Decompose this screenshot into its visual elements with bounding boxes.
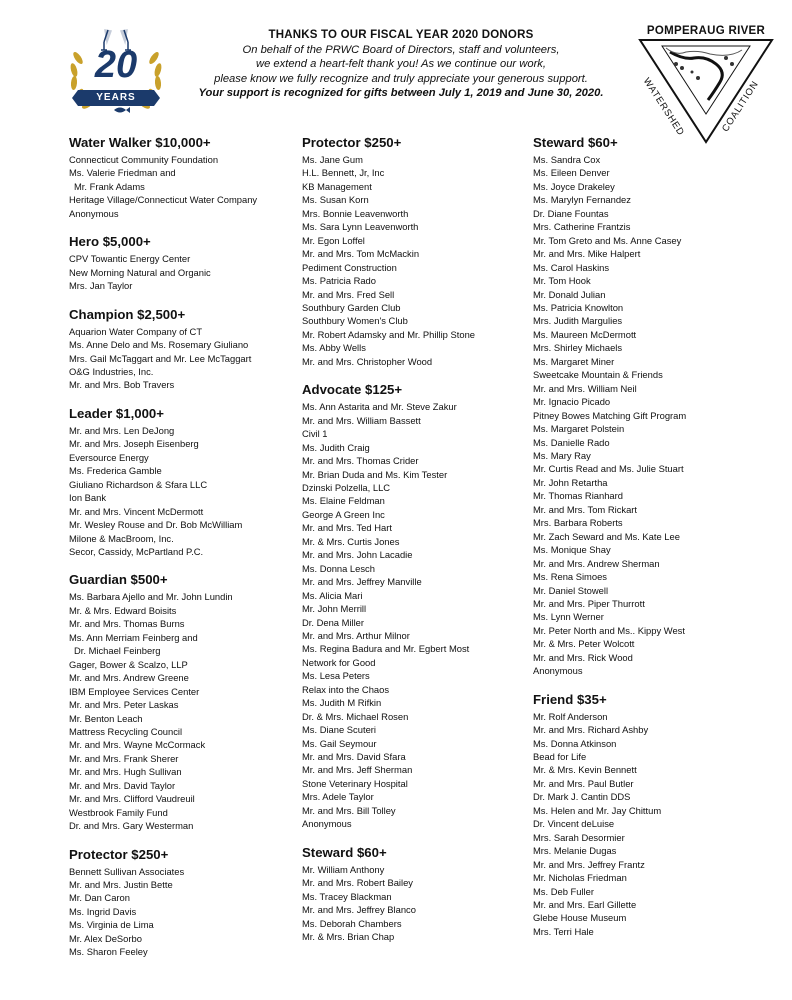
donor-entry: Ms. Elaine Feldman xyxy=(302,495,385,507)
donor-entry: O&G Industries, Inc. xyxy=(69,365,154,377)
donor-entry: Mr. and Mrs. Paul Butler xyxy=(533,777,634,789)
section-title: Steward $60+ xyxy=(302,844,387,860)
donor-entry: CPV Towantic Energy Center xyxy=(69,253,191,265)
donor-entry: Dr. Dena Miller xyxy=(302,616,364,628)
donor-entry: Ms. Regina Badura and Mr. Egbert Most xyxy=(302,643,470,655)
donor-entry: Mrs. Adele Taylor xyxy=(302,791,374,803)
donor-entry: Bead for Life xyxy=(533,751,587,763)
donor-entry: Anonymous xyxy=(69,207,119,219)
donor-entry: Mr. and Mrs. Jeff Sherman xyxy=(302,764,413,776)
donor-entry: Secor, Cassidy, McPartland P.C. xyxy=(69,545,204,557)
donor-entry: Bennett Sullivan Associates xyxy=(69,865,185,877)
donor-entry: Ms. Maureen McDermott xyxy=(533,328,637,340)
donor-entry: Anonymous xyxy=(302,818,352,830)
donor-entry: Mr. and Mrs. Andrew Sherman xyxy=(533,557,660,569)
donor-entry: Southbury Women's Club xyxy=(302,315,408,327)
donor-entry: Mr. and Mrs. Justin Bette xyxy=(69,879,173,891)
donor-entry: Mr. and Mrs. Jeffrey Blanco xyxy=(302,904,416,916)
donor-entry: New Morning Natural and Organic xyxy=(69,266,211,278)
donor-entry: Mrs. Bonnie Leavenworth xyxy=(302,207,409,219)
donor-entry: Mrs. Gail McTaggart and Mr. Lee McTaggart xyxy=(69,352,252,364)
badge-ribbon-text: YEARS xyxy=(96,92,136,103)
donor-entry: Mr. and Mrs. Piper Thurrott xyxy=(533,597,645,609)
donor-entry: Ms. Donna Atkinson xyxy=(533,737,617,749)
donor-entry: Civil 1 xyxy=(302,428,328,440)
section-title: Leader $1,000+ xyxy=(69,405,164,421)
donor-entry: H.L. Bennett, Jr, Inc xyxy=(302,167,385,179)
donor-entry: Ms. Gail Seymour xyxy=(302,737,377,749)
donor-entry: Mr. & Mrs. Brian Chap xyxy=(302,931,395,943)
donor-column-2 xyxy=(302,134,538,956)
donor-entry: Ms. Virginia de Lima xyxy=(69,919,154,931)
donor-entry: Mr. Egon Loffel xyxy=(302,234,365,246)
donor-entry: Ms. Diane Scuteri xyxy=(302,724,376,736)
donor-entry: Mr. and Mrs. Arthur Milnor xyxy=(302,629,410,641)
donor-entry: Mr. and Mrs. Clifford Vaudreuil xyxy=(69,793,195,805)
donor-entry: Ms. Anne Delo and Ms. Rosemary Giuliano xyxy=(69,339,249,351)
donor-entry: Ms. Marylyn Fernandez xyxy=(533,194,631,206)
donor-entry: Ms. Tracey Blackman xyxy=(302,890,392,902)
donor-entry: Gager, Bower & Scalzo, LLP xyxy=(69,658,188,670)
donor-entry: Pediment Construction xyxy=(302,261,397,273)
donor-entry: Mr. and Mrs. David Taylor xyxy=(69,779,176,791)
donor-entry: Mr. and Mrs. Vincent McDermott xyxy=(69,505,204,517)
donor-entry: Mr. Dan Caron xyxy=(69,892,130,904)
donor-entry: Ms. Ann Astarita and Mr. Steve Zakur xyxy=(302,401,457,413)
donor-entry: Mr. Tom Greto and Ms. Anne Casey xyxy=(533,234,682,246)
donor-entry: Dzinski Polzella, LLC xyxy=(302,481,391,493)
donor-header xyxy=(186,28,616,100)
donor-entry: Ms. Alicia Mari xyxy=(302,589,363,601)
donor-entry: Mr. and Mrs. Bill Tolley xyxy=(302,804,396,816)
section-steward xyxy=(302,844,538,944)
donor-entry: Southbury Garden Club xyxy=(302,301,401,313)
section-title: Protector $250+ xyxy=(69,846,169,862)
donor-entry: Sweetcake Mountain & Friends xyxy=(533,369,663,381)
donor-entry: Mr. and Mrs. Tom Rickart xyxy=(533,503,638,515)
donor-entry: Mr. Peter North and Ms.. Kippy West xyxy=(533,624,685,636)
section-guardian xyxy=(69,571,305,832)
section-champion xyxy=(69,306,305,392)
donor-entry: George A Green Inc xyxy=(302,508,385,520)
donor-entry: Mr. Benton Leach xyxy=(69,712,143,724)
donor-entry: Ms. Sharon Feeley xyxy=(69,946,148,958)
donor-entry: Eversource Energy xyxy=(69,451,149,463)
donor-entry: Mr. and Mrs. John Lacadie xyxy=(302,549,413,561)
donor-entry: Dr. Mark J. Cantin DDS xyxy=(533,791,631,803)
donor-entry: Mr. John Retartha xyxy=(533,476,608,488)
logo-side-left: WATERSHED xyxy=(640,76,687,139)
donor-entry: Mr. and Mrs. Earl Gillette xyxy=(533,899,637,911)
donor-entry: Mr. and Mrs. Peter Laskas xyxy=(69,699,179,711)
donor-entry: Ms. Donna Lesch xyxy=(302,562,375,574)
section-title: Protector $250+ xyxy=(302,135,402,150)
donor-entry: Mr. John Merrill xyxy=(302,603,367,615)
donor-entry: Mr. Donald Julian xyxy=(533,288,606,300)
donor-entry: Mrs. Terri Hale xyxy=(533,925,594,937)
donor-entry: Milone & MacBroom, Inc. xyxy=(69,532,174,544)
donor-entry: Relax into the Chaos xyxy=(302,683,390,695)
header-line-2: we extend a heart-felt thank you! As we continue our work, xyxy=(256,58,546,71)
donor-entry: Ms. Patricia Rado xyxy=(302,275,376,287)
donor-entry: Mr. Daniel Stowell xyxy=(533,584,609,596)
donor-entry: Ms. Sara Lynn Leavenworth xyxy=(302,221,419,233)
section-hero xyxy=(69,233,305,292)
donor-entry: Dr. & Mrs. Michael Rosen xyxy=(302,710,409,722)
donor-entry: Mr. and Mrs. Fred Sell xyxy=(302,288,395,300)
donor-entry: Dr. Michael Feinberg xyxy=(74,645,161,657)
donor-entry: Ms. Barbara Ajello and Mr. John Lundin xyxy=(69,591,233,603)
section-title: Friend $35+ xyxy=(533,691,607,707)
section-title: Guardian $500+ xyxy=(69,572,168,588)
donor-entry: Mrs. Sarah Desormier xyxy=(533,831,625,843)
donor-entry: Ms. Helen and Mr. Jay Chittum xyxy=(533,804,662,816)
donor-entry: Mr. & Mrs. Edward Boisits xyxy=(69,604,177,616)
donor-entry: Stone Veterinary Hospital xyxy=(302,777,408,789)
donor-entry: Mr. and Mrs. Robert Bailey xyxy=(302,877,413,889)
donor-entry: Mrs. Catherine Frantzis xyxy=(533,221,631,233)
donor-entry: Mr. and Mrs. Thomas Crider xyxy=(302,455,419,467)
section-protector-continued xyxy=(69,846,305,959)
donor-entry: Mr. and Mrs. Joseph Eisenberg xyxy=(69,438,199,450)
logo-top-text: POMPERAUG RIVER xyxy=(646,25,766,37)
donor-entry: Aquarion Water Company of CT xyxy=(69,325,203,337)
donor-entry: Mr. and Mrs. Thomas Burns xyxy=(69,618,185,630)
donor-entry: Ms. Frederica Gamble xyxy=(69,465,162,477)
donor-entry: IBM Employee Services Center xyxy=(69,685,200,697)
donor-entry: Mr. Tom Hook xyxy=(533,275,591,287)
donor-column-1 xyxy=(69,134,305,972)
donor-entry: Network for Good xyxy=(302,656,376,668)
donor-entry: Ms. Margaret Miner xyxy=(533,355,615,367)
donor-entry: Ion Bank xyxy=(69,492,107,504)
donor-entry: Mrs. Shirley Michaels xyxy=(533,342,623,354)
donor-entry: Mr. and Mrs. William Neil xyxy=(533,382,637,394)
donor-entry: Ms. Patricia Knowlton xyxy=(533,301,624,313)
donor-entry: Mr. and Mrs. Tom McMackin xyxy=(302,248,420,260)
donor-entry: Mr. Rolf Anderson xyxy=(533,710,608,722)
donor-entry: Ms. Rena Simoes xyxy=(533,571,607,583)
donor-entry: Mr. and Mrs. Richard Ashby xyxy=(533,724,649,736)
donor-entry: Ms. Margaret Polstein xyxy=(533,423,625,435)
donor-entry: Glebe House Museum xyxy=(533,912,627,924)
donor-entry: Mr. Wesley Rouse and Dr. Bob McWilliam xyxy=(69,519,243,531)
donor-entry: Mr. and Mrs. Hugh Sullivan xyxy=(69,766,182,778)
header-line-1: On behalf of the PRWC Board of Directors, staff and volunteers, xyxy=(242,44,560,56)
donor-entry: Mrs. Judith Margulies xyxy=(533,315,623,327)
donor-entry: Dr. and Mrs. Gary Westerman xyxy=(69,820,194,832)
donor-entry: Mr. Brian Duda and Ms. Kim Tester xyxy=(302,468,448,480)
donor-entry: Mr. Thomas Rianhard xyxy=(533,490,623,502)
donor-entry: Mr. & Mrs. Peter Wolcott xyxy=(533,638,635,650)
donor-entry: Mrs. Barbara Roberts xyxy=(533,517,623,529)
donor-column-3 xyxy=(533,134,769,951)
donor-entry: Anonymous xyxy=(533,665,583,677)
badge-number: 20 xyxy=(94,44,138,86)
donor-entry: Ms. Eileen Denver xyxy=(533,167,610,179)
donor-entry: Dr. Vincent deLuise xyxy=(533,818,615,830)
donor-entry: Ms. Jane Gum xyxy=(302,154,363,165)
donor-entry: Ms. Deb Fuller xyxy=(533,885,594,897)
donor-entry: Ms. Valerie Friedman and xyxy=(69,167,176,179)
donor-entry: Westbrook Family Fund xyxy=(69,806,168,818)
donor-entry: Mr. and Mrs. Jeffrey Frantz xyxy=(533,858,645,870)
donor-entry: Ms. Lynn Werner xyxy=(533,611,604,623)
donor-entry: Ms. Monique Shay xyxy=(533,544,611,556)
section-protector xyxy=(302,134,538,368)
donor-entry: Mr. and Mrs. Jeffrey Manville xyxy=(302,576,422,588)
donor-entry: Mr. and Mrs. Ted Hart xyxy=(302,522,392,534)
header-gift-period: Your support is recognized for gifts between July 1, 2019 and June 30, 2020. xyxy=(198,86,604,99)
section-title: Hero $5,000+ xyxy=(69,234,151,250)
donor-entry: Mr. Nicholas Friedman xyxy=(533,872,627,884)
section-advocate xyxy=(302,381,538,831)
donor-entry: Mr. and Mrs. Andrew Greene xyxy=(69,672,189,684)
donor-entry: Mr. and Mrs. William Bassett xyxy=(302,414,421,426)
section-friend xyxy=(533,691,769,939)
section-title: Steward $60+ xyxy=(533,135,618,150)
section-title: Champion $2,500+ xyxy=(69,306,186,322)
donor-entry: Mr. and Mrs. Frank Sherer xyxy=(69,752,179,764)
donor-entry: Heritage Village/Connecticut Water Company xyxy=(69,194,258,206)
donor-entry: Mr. Ignacio Picado xyxy=(533,396,611,408)
donor-entry: Ms. Lesa Peters xyxy=(302,670,370,682)
donor-entry: Mrs. Melanie Dugas xyxy=(533,845,617,857)
donor-entry: Connecticut Community Foundation xyxy=(69,154,219,165)
donor-entry: Mr. Zach Seward and Ms. Kate Lee xyxy=(533,530,680,542)
donor-entry: Ms. Ann Merriam Feinberg and xyxy=(69,631,198,643)
donor-entry: Ms. Danielle Rado xyxy=(533,436,610,448)
donor-entry: Pitney Bowes Matching Gift Program xyxy=(533,409,687,421)
donor-entry: Ms. Carol Haskins xyxy=(533,261,610,273)
donor-entry: Mr. and Mrs. Bob Travers xyxy=(69,379,175,391)
donor-entry: Mr. & Mrs. Kevin Bennett xyxy=(533,764,637,776)
donor-entry: Giuliano Richardson & Sfara LLC xyxy=(69,478,208,490)
donor-entry: Ms. Joyce Drakeley xyxy=(533,180,615,192)
header-line-3: please know we fully recognize and truly appreciate your generous support. xyxy=(214,72,588,85)
donor-entry: Mr. Curtis Read and Ms. Julie Stuart xyxy=(533,463,684,475)
donor-entry: Mr. Robert Adamsky and Mr. Phillip Stone xyxy=(302,328,475,340)
donor-entry: Ms. Judith Craig xyxy=(302,441,370,453)
section-title: Water Walker $10,000+ xyxy=(69,135,211,150)
section-leader xyxy=(69,405,305,559)
donor-entry: Mr. & Mrs. Curtis Jones xyxy=(302,535,400,547)
donor-entry: Mattress Recycling Council xyxy=(69,725,183,737)
donor-entry: Mr. and Mrs. Rick Wood xyxy=(533,651,633,663)
donor-entry: Mr. and Mrs. Len DeJong xyxy=(69,424,175,436)
donor-entry: Ms. Judith M Rifkin xyxy=(302,697,382,709)
donor-entry: Mr. and Mrs. Mike Halpert xyxy=(533,248,641,260)
donor-entry: Ms. Deborah Chambers xyxy=(302,917,402,929)
page-title: THANKS TO OUR FISCAL YEAR 2020 DONORS xyxy=(268,29,534,41)
section-steward-continued xyxy=(533,134,769,678)
donor-entry: Mr. Alex DeSorbo xyxy=(69,932,142,944)
anniversary-badge xyxy=(64,28,168,122)
donor-entry: Ms. Ingrid Davis xyxy=(69,905,137,917)
donor-entry: Ms. Sandra Cox xyxy=(533,154,601,165)
donor-entry: Dr. Diane Fountas xyxy=(533,207,609,219)
logo-side-right: COALITION xyxy=(720,79,762,134)
donor-entry: Mr. and Mrs. Christopher Wood xyxy=(302,355,433,367)
donor-entry: Mr. Frank Adams xyxy=(74,180,145,192)
donor-entry: KB Management xyxy=(302,180,372,192)
section-title: Advocate $125+ xyxy=(302,382,403,398)
donor-entry: Mr. and Mrs. Wayne McCormack xyxy=(69,739,206,751)
donor-entry: Mr. William Anthony xyxy=(302,863,385,875)
donor-entry: Ms. Mary Ray xyxy=(533,449,591,461)
donor-entry: Ms. Susan Korn xyxy=(302,194,369,206)
donor-entry: Mrs. Jan Taylor xyxy=(69,280,133,292)
section-water-walker xyxy=(69,134,305,220)
donor-entry: Mr. and Mrs. David Sfara xyxy=(302,751,406,763)
prwc-logo xyxy=(636,24,776,146)
donor-entry: Ms. Abby Wells xyxy=(302,342,366,354)
